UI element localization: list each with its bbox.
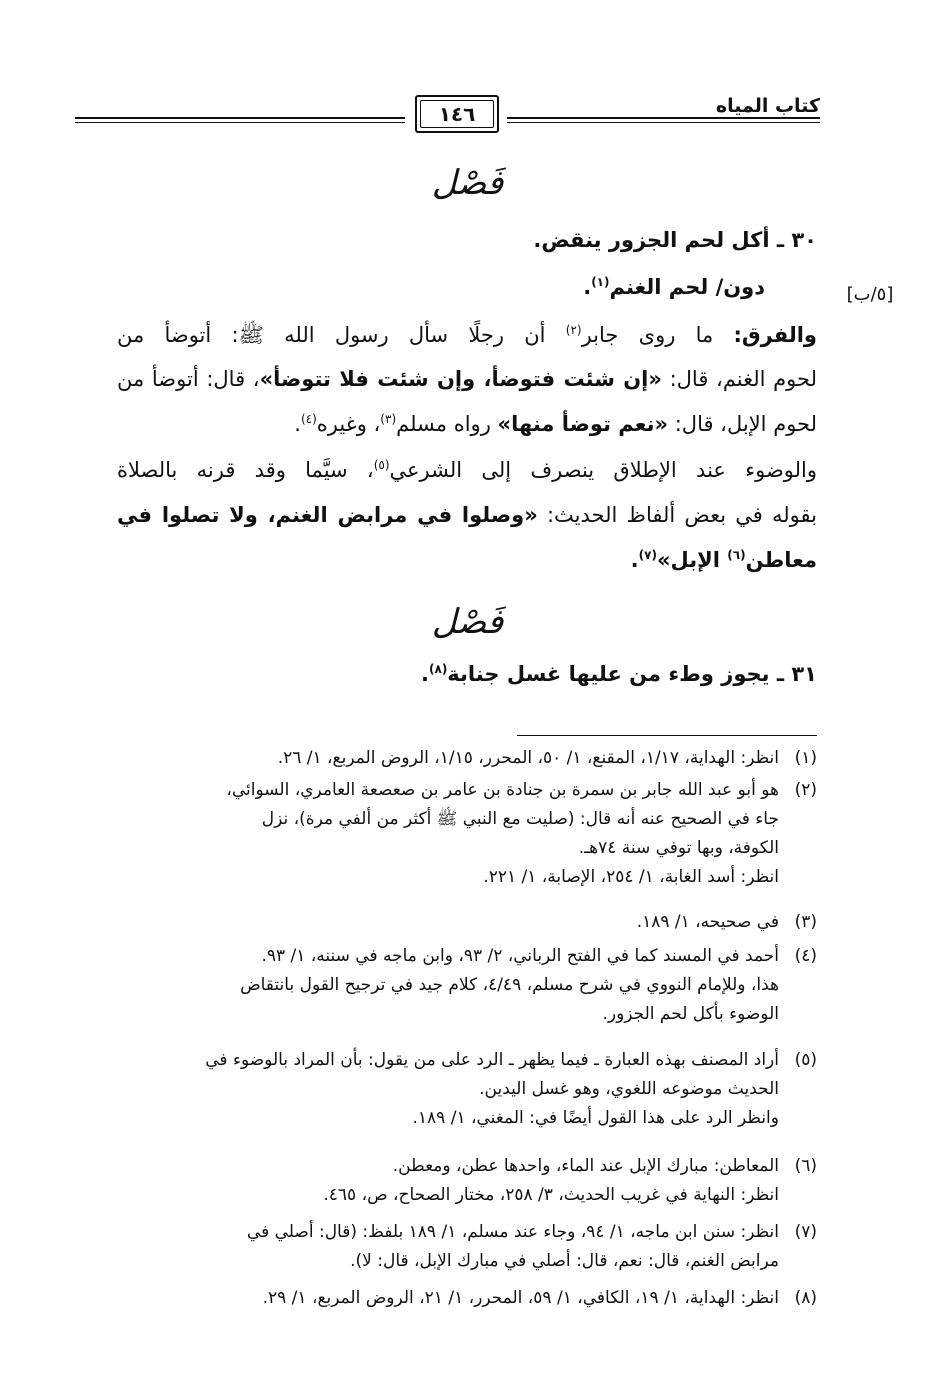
footnote-6 bbox=[112, 1152, 817, 1210]
para-1-line-2 bbox=[117, 367, 817, 391]
hadith-quote: «إن شئت فتوضأ، وإن شئت فلا تتوضأ» bbox=[259, 367, 662, 391]
footnote-ref[interactable]: (٢) bbox=[565, 323, 582, 337]
text-run: رواه مسلم bbox=[396, 412, 491, 436]
footnote-number: (٥) bbox=[794, 1050, 817, 1070]
item-31: ٣١ ـ يجوز وطء من عليها غسل جنابة$^{(٨)}$. bbox=[421, 662, 817, 686]
text-run: لحوم الإبل، قال: bbox=[674, 412, 817, 436]
footnote-2 bbox=[112, 776, 817, 892]
section-heading-2: فَصْل bbox=[431, 602, 504, 642]
para-lead: والفرق: bbox=[733, 323, 817, 347]
item-text: يجوز وطء من عليها غسل جنابة bbox=[447, 662, 770, 686]
footnote-5 bbox=[112, 1046, 817, 1133]
text-run: والوضوء عند الإطلاق ينصرف إلى الشرعي bbox=[389, 458, 817, 482]
section-heading-1: فَصْل bbox=[431, 163, 504, 203]
footnote-text: مرابض الغنم، قال: نعم، قال: أصلي في مبارك الإبل، قال: لا). bbox=[350, 1251, 779, 1271]
footnote-number: (٨) bbox=[794, 1288, 817, 1308]
footnote-text: المعاطن: مبارك الإبل عند الماء، واحدها عطن، ومعطن. bbox=[392, 1156, 779, 1176]
footnote-ref[interactable]: (٧) bbox=[638, 548, 657, 562]
footnote-text: هو أبو عبد الله جابر بن سمرة بن جنادة بن عامر بن صعصعة العامري، السوائي، bbox=[226, 780, 779, 800]
text-run: معاطن bbox=[745, 548, 817, 572]
footnote-text: جاء في الصحيح عنه أنه قال: (صليت مع النبي ﷺ أكثر من ألفي مرة)، نزل bbox=[261, 809, 779, 829]
footnote-3 bbox=[112, 908, 817, 937]
footnote-number: (٧) bbox=[794, 1222, 817, 1242]
header-rule-right-thin bbox=[507, 122, 820, 123]
footnote-text: انظر: الهداية، ١/١٧، المقنع، ١/ ٥٠، المحرر، ١/١٥، الروض المربع، ١/ ٢٦. bbox=[277, 748, 779, 768]
footnote-8 bbox=[112, 1284, 817, 1313]
footnote-text: الكوفة، وبها توفي سنة ٧٤هـ. bbox=[578, 838, 779, 858]
para-2-line-2 bbox=[117, 503, 817, 527]
footnote-text: انظر: الهداية، ١/ ١٩، الكافي، ١/ ٥٩، المحرر، ١/ ٢١، الروض المربع، ١/ ٢٩. bbox=[262, 1288, 779, 1308]
text-run: ما روى جابر bbox=[581, 323, 714, 347]
footnote-text: الحديث موضوعه اللغوي، وهو غسل اليدين. bbox=[479, 1079, 779, 1099]
text-run: ، وغيره bbox=[316, 412, 381, 436]
footnote-ref[interactable]: (٦) bbox=[727, 548, 746, 562]
hadith-quote: «وصلوا في مرابض الغنم، ولا تصلوا في bbox=[117, 503, 538, 527]
footnote-ref[interactable]: (٥) bbox=[373, 458, 390, 472]
footnote-separator bbox=[517, 735, 817, 736]
header-rule-left-thin bbox=[75, 122, 405, 123]
item-number: ٣٠ ـ bbox=[776, 228, 817, 252]
item-sub-text: دون/ لحم الغنم bbox=[609, 275, 765, 299]
footnote-text: أراد المصنف بهذه العبارة ـ فيما يظهر ـ الرد على من يقول: بأن المراد بالوضوء في bbox=[205, 1050, 779, 1070]
footnote-4 bbox=[112, 942, 817, 1029]
header-rule-right bbox=[507, 117, 820, 119]
item-30 bbox=[117, 228, 817, 252]
hadith-quote: «نعم توضأ منها» bbox=[497, 412, 669, 436]
footnote-1 bbox=[112, 744, 817, 773]
footnote-text: في صحيحه، ١/ ١٨٩. bbox=[636, 912, 779, 932]
footnote-number: (٢) bbox=[794, 780, 817, 800]
footnote-7 bbox=[112, 1218, 817, 1276]
footnote-text: وانظر الرد على هذا القول أيضًا في: المغني، ١/ ١٨٩. bbox=[412, 1108, 779, 1128]
book-title: كتاب المياه bbox=[715, 95, 820, 117]
item-number: ٣١ ـ bbox=[776, 662, 817, 686]
header-rule-left bbox=[75, 117, 405, 119]
item-text: أكل لحم الجزور ينقض. bbox=[533, 228, 770, 252]
page-number-text: ١٤٦ bbox=[438, 102, 476, 126]
text-run: أن رجلًا سأل رسول الله ﷺ: أتوضأ من bbox=[117, 323, 546, 347]
footnote-text: انظر: النهاية في غريب الحديث، ٣/ ٢٥٨، مختار الصحاح، ص، ٤٦٥. bbox=[323, 1185, 779, 1205]
para-2-line-3: معاطن$^{(٦)}$ الإبل»$^{(٧)}$. bbox=[630, 548, 817, 572]
item-30-sub: دون/ لحم الغنم$^{(١)}$. bbox=[583, 275, 765, 299]
text-run: بقوله في بعض ألفاظ الحديث: bbox=[546, 503, 817, 527]
footnote-number: (٤) bbox=[794, 946, 817, 966]
footnote-text: هذا، وللإمام النووي في شرح مسلم، ٤/٤٩، كلام جيد في ترجيح القول بانتقاض bbox=[240, 975, 779, 995]
footnote-ref[interactable]: (٨) bbox=[429, 662, 448, 676]
footnote-text: الوضوء بأكل لحم الجزور. bbox=[602, 1004, 779, 1024]
text-run: الإبل» bbox=[656, 548, 720, 572]
footnote-number: (٦) bbox=[794, 1156, 817, 1176]
text-run: ، سيَّما وقد قرنه بالصلاة bbox=[117, 458, 374, 482]
footnote-ref[interactable]: (٣) bbox=[380, 412, 397, 426]
margin-note: [٥/ب] bbox=[846, 284, 894, 305]
text-run: ، قال: أتوضأ من bbox=[117, 367, 260, 391]
footnote-ref[interactable]: (٤) bbox=[300, 412, 317, 426]
page-number bbox=[415, 95, 499, 133]
footnote-number: (٣) bbox=[794, 912, 817, 932]
text-run: لحوم الغنم، قال: bbox=[669, 367, 817, 391]
footnote-text: أحمد في المسند كما في الفتح الرباني، ٢/ ٩٣، وابن ماجه في سننه، ١/ ٩٣. bbox=[261, 946, 779, 966]
footnote-ref[interactable]: (١) bbox=[591, 275, 610, 289]
footnote-text: انظر: أسد الغابة، ١/ ٢٥٤، الإصابة، ١/ ٢٢١. bbox=[483, 867, 779, 887]
footnote-text: انظر: سنن ابن ماجه، ١/ ٩٤، وجاء عند مسلم، ١/ ١٨٩ بلفظ: (قال: أصلي في bbox=[246, 1222, 779, 1242]
para-1-line-3: لحوم الإبل، قال: «نعم توضأ منها» رواه مسلم$^{(٣)}$، وغيره$^{(٤)}$. bbox=[294, 412, 817, 436]
para-2-line-1 bbox=[117, 458, 817, 482]
page-header bbox=[75, 95, 820, 141]
para-1-line-1 bbox=[117, 322, 817, 353]
footnote-number: (١) bbox=[794, 748, 817, 768]
